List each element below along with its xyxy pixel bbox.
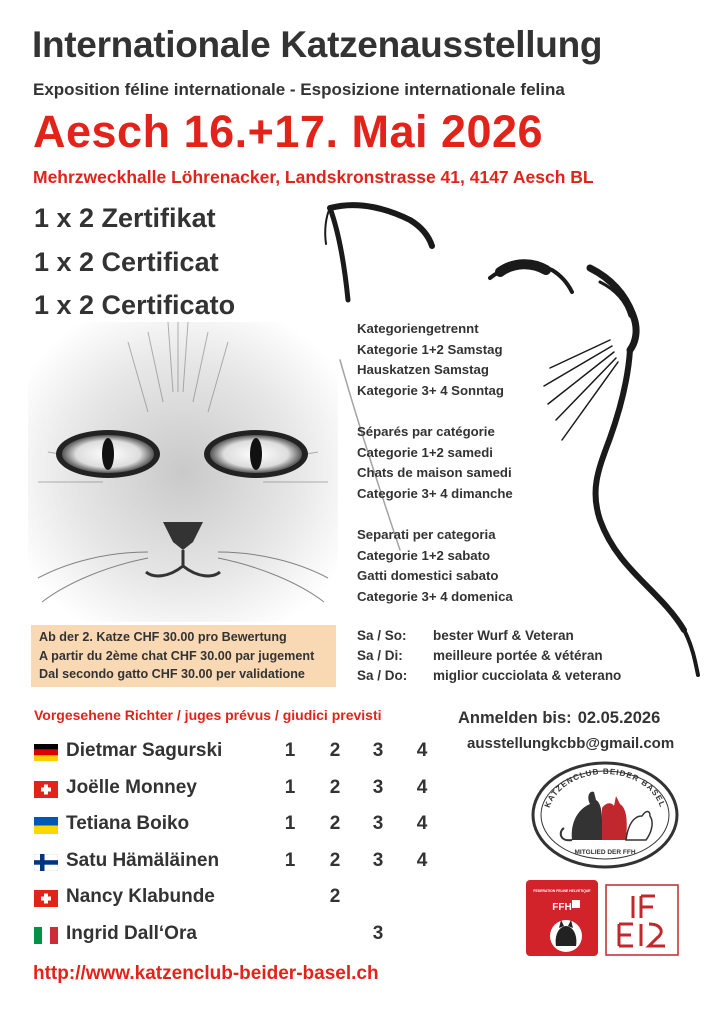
registration-email[interactable]: ausstellungkcbb@gmail.com	[467, 735, 675, 752]
schedule-it-line: Gatti domestici sabato	[357, 568, 499, 583]
judge-category-2: 2	[329, 776, 341, 798]
registration-label: Anmelden bis:	[458, 709, 572, 727]
page-title: Internationale Katzenausstellung	[32, 24, 603, 65]
registration-date: 02.05.2026	[577, 709, 661, 727]
judge-row	[34, 845, 444, 882]
award-day: Sa / Do:	[357, 668, 408, 683]
judge-category-2: 2	[329, 886, 341, 907]
judges-list	[34, 735, 444, 954]
judge-name: Dietmar Sagurski	[66, 740, 223, 761]
judge-name: Tetiana Boiko	[66, 813, 190, 834]
judge-row	[34, 735, 444, 772]
italy-flag-icon	[34, 927, 58, 944]
judge-category-4: 4	[416, 849, 428, 871]
judge-category-2: 2	[329, 849, 341, 871]
registration-deadline	[458, 709, 660, 728]
schedule-fr-line: Categorie 1+2 samedi	[357, 444, 493, 460]
award-text: miglior cucciolata & veterano	[433, 668, 622, 683]
award-text: meilleure portée & vétéran	[433, 648, 603, 663]
schedule-it-line: Categorie 3+ 4 domenica	[357, 588, 513, 604]
awards-block	[357, 626, 621, 686]
schedule-it-line: Separati per categoria	[357, 527, 496, 542]
schedule-de-line: Hauskatzen Samstag	[357, 362, 489, 377]
judge-category-2: 2	[329, 740, 341, 761]
award-day: Sa / Di:	[357, 648, 403, 663]
schedule-it-line: Categorie 1+2 sabato	[357, 547, 491, 563]
award-row	[357, 626, 621, 646]
award-row	[357, 666, 621, 686]
fee-box	[31, 625, 336, 687]
schedule-de-line: Kategorie 1+2 Samstag	[357, 341, 503, 357]
fee-line-it: Dal secondo gatto CHF 30.00 per validatione	[39, 667, 305, 681]
website-link[interactable]: http://www.katzenclub-beider-basel.ch	[33, 963, 379, 984]
club-logo-top-text: KATZENCLUB BEIDER BASEL	[542, 766, 668, 809]
event-date: Aesch 16.+17. Mai 2026	[33, 106, 544, 157]
fee-line-fr: A partir du 2ème chat CHF 30.00 par jugement	[39, 648, 315, 663]
schedule-de-line: Kategorie 3+ 4 Sonntag	[357, 382, 504, 398]
ukraine-flag-icon	[34, 817, 58, 834]
certificate-de: 1 x 2 Zertifikat	[34, 203, 216, 233]
fife-logo	[605, 884, 679, 956]
judge-category-1: 1	[284, 740, 296, 761]
judge-row	[34, 772, 444, 809]
certificate-fr: 1 x 2 Certificat	[34, 247, 219, 277]
certificate-it: 1 x 2 Certificato	[34, 290, 236, 320]
judge-category-2: 2	[329, 813, 341, 834]
judge-category-1: 1	[284, 849, 296, 871]
ffh-logo	[526, 880, 598, 956]
judge-row	[34, 918, 444, 955]
schedule-fr-line: Categorie 3+ 4 dimanche	[357, 485, 513, 501]
judge-category-1: 1	[284, 813, 296, 834]
judge-category-3: 3	[372, 849, 384, 871]
judge-row	[34, 808, 444, 845]
award-row	[357, 646, 621, 666]
fee-line-de: Ab der 2. Katze CHF 30.00 pro Bewertung	[39, 630, 287, 644]
award-text: bester Wurf & Veteran	[433, 628, 574, 643]
switzerland-flag-icon	[34, 890, 58, 907]
finland-flag-icon	[34, 854, 58, 871]
judge-name: Nancy Klabunde	[66, 886, 215, 907]
germany-flag-icon	[34, 744, 58, 761]
schedule-fr-line: Chats de maison samedi	[357, 465, 512, 480]
club-logo	[530, 760, 680, 870]
judge-row	[34, 881, 444, 918]
judge-name: Joëlle Monney	[66, 776, 197, 798]
judge-category-3: 3	[372, 813, 384, 834]
schedule-de-line: Kategoriengetrennt	[357, 321, 479, 336]
judges-heading: Vorgesehene Richter / juges prévus / giudici previsti	[34, 707, 382, 723]
cat-face-photo	[28, 322, 338, 622]
judge-category-4: 4	[416, 776, 428, 798]
schedule-fr-line: Séparés par catégorie	[357, 424, 495, 439]
judge-name: Ingrid Dall‘Ora	[66, 922, 197, 944]
judge-category-3: 3	[372, 740, 384, 761]
judge-category-1: 1	[284, 776, 296, 798]
judge-category-4: 4	[416, 813, 428, 834]
schedule-block	[357, 319, 513, 607]
ffh-logo-long: FEDERATION FELINE HELVETIQUE	[533, 889, 591, 893]
judge-category-3: 3	[372, 776, 384, 798]
subtitle: Exposition féline internationale - Esposizione internationale felina	[33, 80, 565, 99]
judge-category-4: 4	[416, 740, 428, 761]
event-venue: Mehrzweckhalle Löhrenacker, Landskronstrasse 41, 4147 Aesch BL	[33, 167, 594, 187]
switzerland-flag-icon	[34, 781, 58, 798]
judge-name: Satu Hämäläinen	[66, 849, 220, 871]
judge-category-3: 3	[372, 922, 384, 944]
award-day: Sa / So:	[357, 628, 407, 643]
ffh-logo-short: FFH	[552, 902, 572, 913]
club-logo-bottom-text: MITGLIED DER FFH	[574, 849, 636, 856]
